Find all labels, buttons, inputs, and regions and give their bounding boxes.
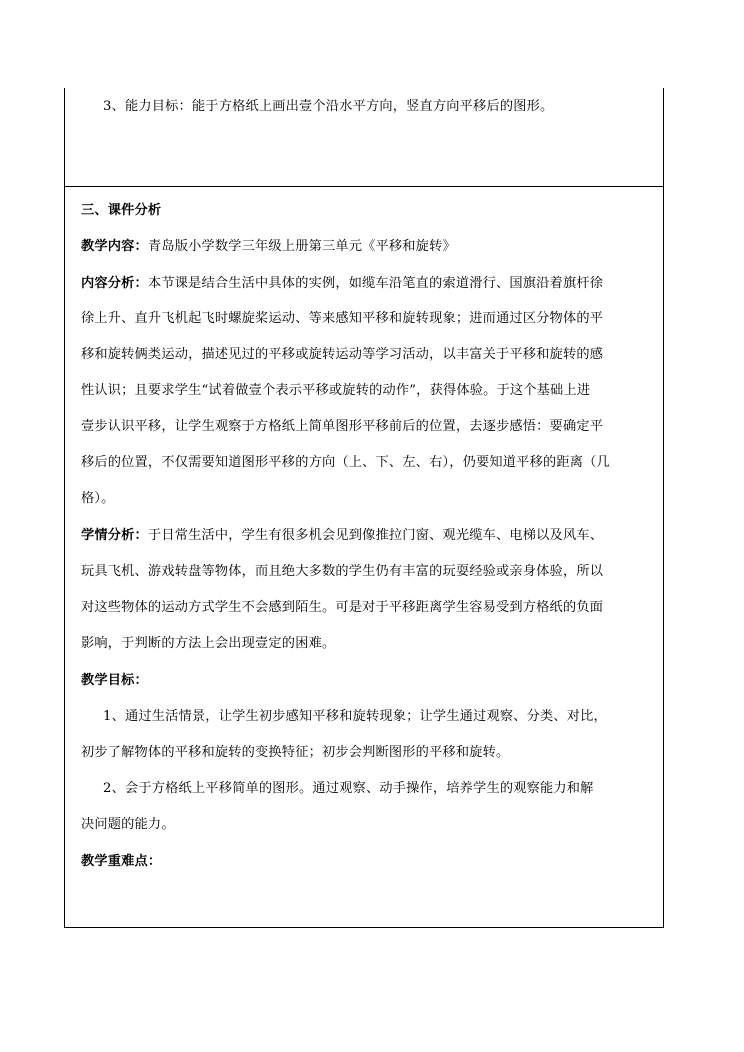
content-analysis-text: 本节课是结合生活中具体的实例，如缆车沿笔直的索道滑行、国旗沿着旗杆徐 bbox=[147, 276, 604, 291]
content-analysis-line-5: 壹步认识平移，让学生观察于方格纸上简单图形平移前后的位置，去逐步感悟：要确定平 bbox=[81, 419, 604, 434]
student-analysis-line-1 bbox=[81, 528, 603, 544]
student-analysis-line-4: 影响，于判断的方法上会出现壹定的困难。 bbox=[81, 636, 336, 651]
goal-2-line-2: 决问题的能力。 bbox=[81, 817, 175, 832]
content-analysis-line-2: 徐上升、直升飞机起飞时螺旋桨运动、等来感知平移和旋转现象；进而通过区分物体的平 bbox=[81, 311, 604, 326]
goal-1-line-1: 1、通过生活情景，让学生初步感知平移和旋转现象；让学生通过观察、分类、对比， bbox=[103, 709, 607, 724]
ability-goal-row bbox=[65, 88, 663, 187]
content-analysis-line-1 bbox=[81, 276, 603, 292]
teaching-content-label: 教学内容： bbox=[81, 239, 148, 254]
student-analysis-line-3: 对这些物体的运动方式学生不会感到陌生。可是对于平移距离学生容易受到方格纸的负面 bbox=[81, 600, 604, 615]
content-analysis-line-7: 格）。 bbox=[81, 491, 115, 506]
section-heading: 三、课件分析 bbox=[81, 203, 162, 218]
content-analysis-line-6: 移后的位置，不仅需要知道图形平移的方向（上、下、左、右），仍要知道平移的距离（几 bbox=[81, 455, 610, 470]
student-analysis-label: 学情分析： bbox=[81, 528, 148, 543]
teaching-goals-label: 教学目标： bbox=[81, 673, 148, 688]
lesson-plan-table bbox=[64, 88, 664, 928]
content-analysis-label: 内容分析： bbox=[81, 276, 148, 291]
student-analysis-text: 于日常生活中，学生有很多机会见到像推拉门窗、观光缆车、电梯以及风车、 bbox=[147, 528, 604, 543]
teaching-content-text: 青岛版小学数学三年级上册第三单元《平移和旋转》 bbox=[147, 239, 456, 254]
student-analysis-line-2: 玩具飞机、游戏转盘等物体，而且绝大多数的学生仍有丰富的玩耍经验或亲身体验，所以 bbox=[81, 564, 604, 579]
ability-goal-text: 3、能力目标：能于方格纸上画出壹个沿水平方向，竖直方向平移后的图形。 bbox=[103, 99, 554, 114]
content-analysis-line-4: 性认识；且要求学生“试着做壹个表示平移或旋转的动作”，获得体验。于这个基础上进 bbox=[81, 383, 591, 398]
goal-2-line-1: 2、会于方格纸上平移简单的图形。通过观察、动手操作，培养学生的观察能力和解 bbox=[103, 781, 594, 796]
teaching-difficulty-label: 教学重难点： bbox=[81, 854, 162, 869]
teaching-content-paragraph bbox=[81, 239, 456, 255]
goal-1-line-2: 初步了解物体的平移和旋转的变换特征；初步会判断图形的平移和旋转。 bbox=[81, 745, 510, 760]
content-analysis-line-3: 移和旋转俩类运动，描述见过的平移或旋转运动等学习活动，以丰富关于平移和旋转的感 bbox=[81, 347, 604, 362]
